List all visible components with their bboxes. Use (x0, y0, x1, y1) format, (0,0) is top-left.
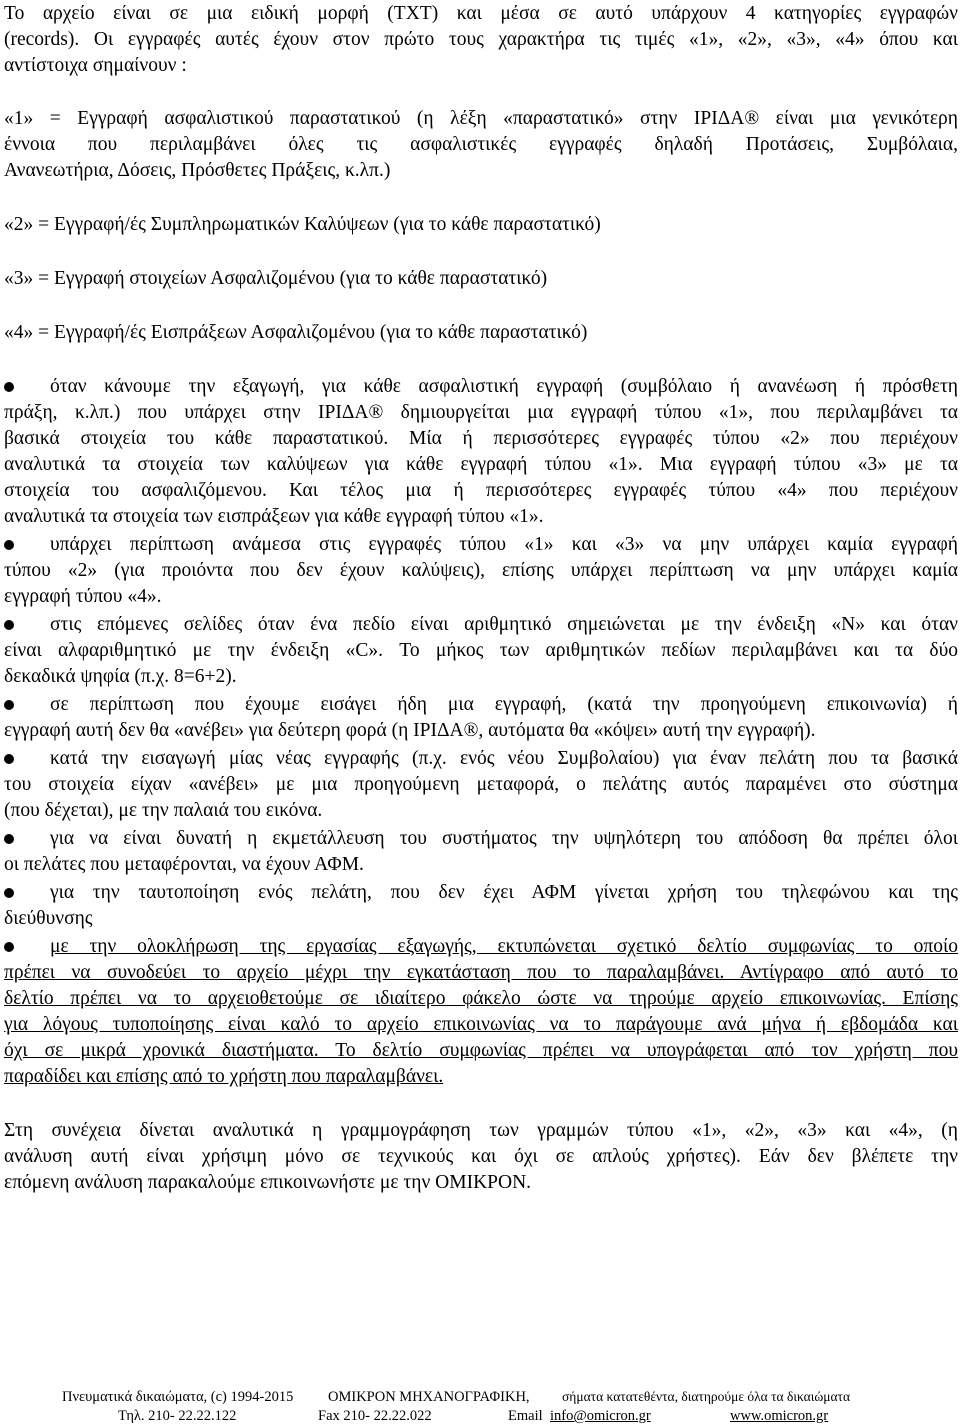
closing-paragraph: Στη συνέχεια δίνεται αναλυτικά η γραμμογράφηση των γραμμών τύπου «1», «2», «3» και «4», (η ανάλυση αυτή είναι χρήσιμη μόνο σε τεχνικούς και όχι σε απλούς χρήστες). Εάν δεν βλέπετε την επόμενη ανάλυση παρακαλούμε επικοινωνήστε με την ΟΜΙΚΡΟΝ. (4, 1120, 958, 1193)
record-type-4: «4» = Εγγραφή/ές Εισπράξεων Ασφαλιζομένου (για το κάθε παραστατικό) (4, 322, 588, 343)
bullet-icon (4, 888, 14, 898)
bullet-icon (4, 700, 14, 710)
page-footer (0, 1388, 960, 1428)
footer-phone: Τηλ. 210- 22.22.122 (118, 1408, 237, 1424)
bullet-item: κατά την εισαγωγή μίας νέας εγγραφής (π.χ. ενός νέου Συμβολαίου) για έναν πελάτη που τα βασικά του στοιχεία είχαν «ανέβει» με μια προηγούμενη μεταφορά, ο πελάτης αυτός παραμένει στο σύστημα (που δέχεται), με την παλαιά του εικόνα. (4, 748, 958, 821)
record-type-1 (4, 106, 958, 184)
intro-line: αντίστοιχα σημαίνουν : (4, 55, 187, 76)
bullet-icon (4, 382, 14, 392)
record-line: Ανανεωτήρια, Δόσεις, Πρόσθετες Πράξεις, κ.λπ.) (4, 160, 391, 181)
bullet-item-underlined: με την ολοκλήρωση της εργασίας εξαγωγής, εκτυπώνεται σχετικό δελτίο συμφωνίας το οποίο πρέπει να συνοδεύει το αρχείο μέχρι την εγκατάσταση που το παραλαμβάνει. Αντίγραφο από αυτό το δελτίο πρέπει να το αρχειοθετούμε σε ιδιαίτερο φάκελο ώστε να τηρούμε αρχείο επικοινωνίας. Επίσης για λόγους τυποποίησης είναι καλό το αρχείο επικοινωνίας να το παράγουμε ανά μήνα ή εβδομάδα και όχι σε μικρά χρονικά διαστήματα. Το δελτίο συμφωνίας πρέπει να υπογράφεται από τον χρήστη που παραδίδει και επίσης από το χρήστη που παραλαμβάνει. (4, 936, 958, 1087)
bullet-icon (4, 942, 14, 952)
bullet-icon (4, 834, 14, 844)
bullet-icon (4, 540, 14, 550)
record-line: «1» = Εγγραφή ασφαλιστικού παραστατικού (η λέξη «παραστατικό» στην ΙΡΙΔΑ® είναι μια γενικότερη (4, 108, 958, 129)
bullet-item: στις επόμενες σελίδες όταν ένα πεδίο είναι αριθμητικό σημειώνεται με την ένδειξη «Ν» και όταν είναι αλφαριθμητικό με την ένδειξη «C». Το μήκος των αριθμητικών πεδίων περιλαμβάνει και τα δύο δεκαδικά ψηφία (π.χ. 8=6+2). (4, 614, 958, 687)
footer-trademark: σήματα κατατεθέντα, διατηρούμε όλα τα δικαιώματα (562, 1389, 851, 1404)
bullet-item: σε περίπτωση που έχουμε εισάγει ήδη μια εγγραφή, (κατά την προηγούμενη επικοινωνία) ή εγγραφή αυτή δεν θα «ανέβει» για δεύτερη φορά (η ΙΡΙΔΑ®, αυτόματα θα «κόψει» αυτή την εγγραφή). (4, 694, 958, 741)
intro-paragraph (4, 1, 958, 79)
intro-line: Το αρχείο είναι σε μια ειδική μορφή (TXT) και μέσα σε αυτό υπάρχουν 4 κατηγορίες εγγραφών (4, 3, 958, 24)
footer-copyright: Πνευματικά δικαιώματα, (c) 1994-2015 (62, 1389, 294, 1405)
bullet-icon (4, 754, 14, 764)
document-body (4, 0, 958, 1196)
bullet-item: για την ταυτοποίηση ενός πελάτη, που δεν έχει ΑΦΜ γίνεται χρήση του τηλεφώνου και της διεύθυνσης (4, 882, 958, 929)
bullet-item: υπάρχει περίπτωση ανάμεσα στις εγγραφές τύπου «1» και «3» να μην υπάρχει καμία εγγραφή τύπου «2» (για προιόντα που δεν έχουν καλύψεις), επίσης υπάρχει περίπτωση να μην υπάρχει καμία εγγραφή τύπου «4». (4, 534, 958, 607)
footer-email-link[interactable]: info@omicron.gr (550, 1408, 651, 1424)
record-type-3: «3» = Εγγραφή στοιχείων Ασφαλιζομένου (για το κάθε παραστατικό) (4, 268, 548, 289)
bullet-item: όταν κάνουμε την εξαγωγή, για κάθε ασφαλιστική εγγραφή (συμβόλαιο ή ανανέωση ή πρόσθετη πράξη, κ.λπ.) που υπάρχει στην ΙΡΙΔΑ® δημιουργείται μια εγγραφή τύπου «1», που περιλαμβάνει τα βασικά στοιχεία του κάθε παραστατικού. Μία ή περισσότερες εγγραφές τύπου «2» που περιέχουν αναλυτικά τα στοιχεία των καλύψεων για κάθε εγγραφή τύπου «1». Μια εγγραφή τύπου «3» με τα στοιχεία του ασφαλιζόμενου. Και τέλος μια ή περισσότερες εγγραφές τύπου «4» που περιέχουν αναλυτικά τα στοιχεία των εισπράξεων για κάθε εγγραφή τύπου «1». (4, 376, 958, 527)
record-type-2: «2» = Εγγραφή/ές Συμπληρωματικών Καλύψεων (για το κάθε παραστατικό) (4, 214, 601, 235)
footer-email-label: Email (508, 1408, 543, 1424)
footer-fax: Fax 210- 22.22.022 (318, 1408, 432, 1424)
bullet-icon (4, 620, 14, 630)
record-line: έννοια που περιλαμβάνει όλες τις ασφαλιστικές εγγραφές δηλαδή Προτάσεις, Συμβόλαια, (4, 134, 958, 155)
intro-line: (records). Οι εγγραφές αυτές έχουν στον πρώτο τους χαρακτήρα τις τιμές «1», «2», «3», «4» όπου και (4, 29, 958, 50)
footer-website-link[interactable]: www.omicron.gr (730, 1408, 829, 1424)
footer-company: ΟΜΙΚΡΟΝ ΜΗΧΑΝΟΓΡΑΦΙΚΗ, (328, 1389, 530, 1405)
bullet-item: για να είναι δυνατή η εκμετάλλευση του συστήματος την υψηλότερη του απόδοση θα πρέπει όλοι οι πελάτες που μεταφέρονται, να έχουν ΑΦΜ. (4, 828, 958, 875)
